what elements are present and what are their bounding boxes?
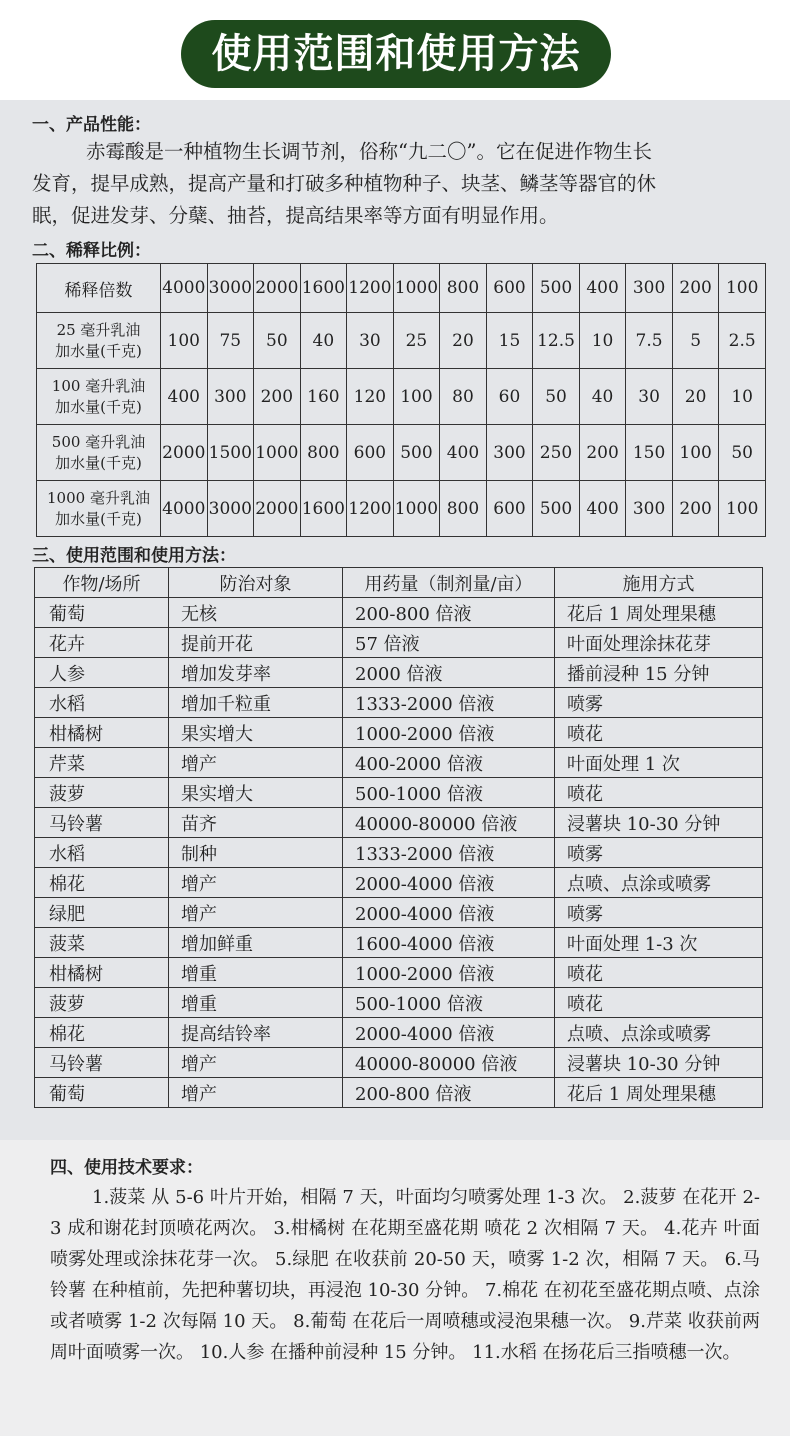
dilution-cell: 500 xyxy=(533,481,580,537)
dosage-cell: 200-800 倍液 xyxy=(343,1078,555,1108)
dilution-cell: 12.5 xyxy=(533,313,580,369)
section1-line-3: 眠，促进发芽、分蘖、抽苔，提高结果率等方面有明显作用。 xyxy=(32,204,559,227)
dilution-cell: 250 xyxy=(533,425,580,481)
dilution-cell: 10 xyxy=(579,313,626,369)
row-label-water: 加水量(千克) xyxy=(55,341,142,360)
target-cell: 增产 xyxy=(169,898,343,928)
dilution-multiple: 1000 xyxy=(393,264,440,313)
section4-text: 1.菠菜 从 5-6 叶片开始，相隔 7 天，叶面均匀喷雾处理 1-3 次。 2.菠萝 在花开 2-3 成和谢花封顶喷花两次。 3.柑橘树 在花期至盛花期 喷花 2 次相隔 7 天。 4.花卉 叶面喷雾处理或涂抹花芽一次。 5.绿肥 在收获前 20-50 天，喷雾 1-2 次，相隔 7 天。 6.马铃薯 在种植前，先把种薯切块，再浸泡 10-30 分钟。 7.棉花 在初花至盛花期点喷、点涂或者喷雾 1-2 次每隔 10 天。 8.葡萄 在花后一周喷穗或浸泡果穗一次。 9.芹菜 收获前两周叶面喷雾一次。 10.人参 在播种前浸种 15 分钟。 11.水稻 在扬花后三指喷穗一次。 xyxy=(50,1187,760,1363)
dosage-cell: 1000-2000 倍液 xyxy=(343,718,555,748)
crop-cell: 柑橘树 xyxy=(35,718,169,748)
usage-header-row xyxy=(35,568,763,598)
dilution-multiple: 4000 xyxy=(161,264,208,313)
dilution-cell: 2000 xyxy=(161,425,208,481)
dilution-cell: 400 xyxy=(161,369,208,425)
section3-heading: 三、使用范围和使用方法： xyxy=(32,546,236,566)
target-cell: 增产 xyxy=(169,1048,343,1078)
target-cell: 果实增大 xyxy=(169,778,343,808)
dosage-cell: 2000 倍液 xyxy=(343,658,555,688)
method-cell: 喷花 xyxy=(555,778,763,808)
dosage-cell: 500-1000 倍液 xyxy=(343,988,555,1018)
method-cell: 喷花 xyxy=(555,718,763,748)
section4-heading: 四、使用技术要求： xyxy=(50,1158,203,1178)
target-cell: 增重 xyxy=(169,988,343,1018)
dilution-cell: 1600 xyxy=(300,481,347,537)
dilution-cell: 400 xyxy=(579,481,626,537)
dilution-multiple: 800 xyxy=(440,264,487,313)
dilution-cell: 20 xyxy=(440,313,487,369)
dilution-cell: 1200 xyxy=(347,481,394,537)
usage-row xyxy=(35,808,763,838)
crop-cell: 棉花 xyxy=(35,868,169,898)
dosage-cell: 2000-4000 倍液 xyxy=(343,898,555,928)
dilution-cell: 800 xyxy=(440,481,487,537)
dilution-cell: 100 xyxy=(719,481,766,537)
crop-cell: 水稻 xyxy=(35,838,169,868)
row-label-volume: 500 毫升乳油 xyxy=(51,432,146,451)
dosage-cell: 200-800 倍液 xyxy=(343,598,555,628)
dilution-multiple: 200 xyxy=(672,264,719,313)
dilution-row xyxy=(37,481,766,537)
crop-cell: 人参 xyxy=(35,658,169,688)
dilution-cell: 1000 xyxy=(254,425,301,481)
dilution-cell: 5 xyxy=(672,313,719,369)
method-cell: 点喷、点涂或喷雾 xyxy=(555,868,763,898)
method-cell: 浸薯块 10-30 分钟 xyxy=(555,808,763,838)
target-cell: 增加发芽率 xyxy=(169,658,343,688)
dilution-multiple: 3000 xyxy=(207,264,254,313)
dilution-cell: 3000 xyxy=(207,481,254,537)
dilution-cell: 25 xyxy=(393,313,440,369)
dosage-cell: 500-1000 倍液 xyxy=(343,778,555,808)
row-label-volume: 1000 毫升乳油 xyxy=(47,488,150,507)
method-cell: 花后 1 周处理果穗 xyxy=(555,1078,763,1108)
column-header-crop: 作物/场所 xyxy=(35,568,169,598)
dilution-cell: 75 xyxy=(207,313,254,369)
method-cell: 浸薯块 10-30 分钟 xyxy=(555,1048,763,1078)
method-cell: 喷雾 xyxy=(555,688,763,718)
crop-cell: 柑橘树 xyxy=(35,958,169,988)
dilution-row-label xyxy=(37,313,161,369)
banner-area xyxy=(0,0,790,100)
method-cell: 播前浸种 15 分钟 xyxy=(555,658,763,688)
row-label-water: 加水量(千克) xyxy=(55,453,142,472)
dilution-multiple: 1600 xyxy=(300,264,347,313)
target-cell: 增产 xyxy=(169,868,343,898)
section1-line-2: 发育，提早成熟，提高产量和打破多种植物种子、块茎、鳞茎等器官的休 xyxy=(32,172,657,195)
crop-cell: 菠萝 xyxy=(35,988,169,1018)
dilution-table xyxy=(36,263,766,537)
dilution-cell: 800 xyxy=(300,425,347,481)
crop-cell: 菠菜 xyxy=(35,928,169,958)
usage-row xyxy=(35,658,763,688)
dosage-cell: 1333-2000 倍液 xyxy=(343,838,555,868)
dilution-header-row xyxy=(37,264,766,313)
dilution-cell: 300 xyxy=(626,481,673,537)
usage-row xyxy=(35,778,763,808)
dilution-cell: 7.5 xyxy=(626,313,673,369)
target-cell: 增重 xyxy=(169,958,343,988)
dilution-cell: 1000 xyxy=(393,481,440,537)
method-cell: 点喷、点涂或喷雾 xyxy=(555,1018,763,1048)
target-cell: 增产 xyxy=(169,1078,343,1108)
dilution-cell: 60 xyxy=(486,369,533,425)
dilution-row xyxy=(37,369,766,425)
dilution-cell: 200 xyxy=(579,425,626,481)
dilution-cell: 100 xyxy=(161,313,208,369)
method-cell: 喷花 xyxy=(555,958,763,988)
dilution-cell: 300 xyxy=(207,369,254,425)
dilution-row-label xyxy=(37,481,161,537)
target-cell: 增加千粒重 xyxy=(169,688,343,718)
dosage-cell: 400-2000 倍液 xyxy=(343,748,555,778)
dosage-cell: 1333-2000 倍液 xyxy=(343,688,555,718)
method-cell: 喷花 xyxy=(555,988,763,1018)
method-cell: 叶面处理 1 次 xyxy=(555,748,763,778)
dilution-multiple: 400 xyxy=(579,264,626,313)
dilution-cell: 200 xyxy=(672,481,719,537)
dilution-cell: 50 xyxy=(254,313,301,369)
row-label-volume: 25 毫升乳油 xyxy=(56,320,141,339)
dosage-cell: 57 倍液 xyxy=(343,628,555,658)
target-cell: 增产 xyxy=(169,748,343,778)
usage-row xyxy=(35,928,763,958)
row-label-water: 加水量(千克) xyxy=(55,509,142,528)
usage-row xyxy=(35,988,763,1018)
crop-cell: 绿肥 xyxy=(35,898,169,928)
usage-row xyxy=(35,628,763,658)
crop-cell: 葡萄 xyxy=(35,598,169,628)
section1-heading: 一、产品性能： xyxy=(32,115,151,135)
dilution-cell: 400 xyxy=(440,425,487,481)
crop-cell: 马铃薯 xyxy=(35,1048,169,1078)
crop-cell: 马铃薯 xyxy=(35,808,169,838)
dilution-cell: 80 xyxy=(440,369,487,425)
dosage-cell: 40000-80000 倍液 xyxy=(343,808,555,838)
crop-cell: 花卉 xyxy=(35,628,169,658)
dilution-cell: 40 xyxy=(300,313,347,369)
usage-row xyxy=(35,868,763,898)
dilution-cell: 50 xyxy=(533,369,580,425)
dilution-cell: 40 xyxy=(579,369,626,425)
dilution-multiple: 500 xyxy=(533,264,580,313)
row-label-water: 加水量(千克) xyxy=(55,397,142,416)
dilution-cell: 1500 xyxy=(207,425,254,481)
dilution-cell: 100 xyxy=(393,369,440,425)
dilution-cell: 100 xyxy=(672,425,719,481)
dilution-cell: 500 xyxy=(393,425,440,481)
target-cell: 提前开花 xyxy=(169,628,343,658)
usage-row xyxy=(35,1078,763,1108)
usage-row xyxy=(35,898,763,928)
usage-row xyxy=(35,1048,763,1078)
dilution-cell: 300 xyxy=(486,425,533,481)
section1-line-1: 赤霉酸是一种植物生长调节剂，俗称“九二〇”。它在促进作物生长 xyxy=(86,140,652,163)
dilution-multiple: 2000 xyxy=(254,264,301,313)
usage-row xyxy=(35,718,763,748)
column-header-target: 防治对象 xyxy=(169,568,343,598)
dilution-row-label xyxy=(37,369,161,425)
column-header-dosage: 用药量（制剂量/亩） xyxy=(343,568,555,598)
banner-title: 使用范围和使用方法 xyxy=(181,20,611,88)
dilution-cell: 600 xyxy=(347,425,394,481)
dilution-cell: 200 xyxy=(254,369,301,425)
dilution-cell: 10 xyxy=(719,369,766,425)
dosage-cell: 2000-4000 倍液 xyxy=(343,1018,555,1048)
dilution-multiple: 600 xyxy=(486,264,533,313)
dosage-cell: 1600-4000 倍液 xyxy=(343,928,555,958)
dilution-cell: 600 xyxy=(486,481,533,537)
dilution-cell: 50 xyxy=(719,425,766,481)
method-cell: 喷雾 xyxy=(555,898,763,928)
row-label-volume: 100 毫升乳油 xyxy=(51,376,146,395)
dilution-row xyxy=(37,313,766,369)
dilution-cell: 30 xyxy=(626,369,673,425)
target-cell: 果实增大 xyxy=(169,718,343,748)
dilution-multiple: 1200 xyxy=(347,264,394,313)
usage-row xyxy=(35,748,763,778)
dilution-multiple: 100 xyxy=(719,264,766,313)
dilution-cell: 30 xyxy=(347,313,394,369)
dosage-cell: 1000-2000 倍液 xyxy=(343,958,555,988)
dilution-header-label: 稀释倍数 xyxy=(37,264,161,313)
dosage-cell: 2000-4000 倍液 xyxy=(343,868,555,898)
crop-cell: 菠萝 xyxy=(35,778,169,808)
dilution-row-label xyxy=(37,425,161,481)
method-cell: 花后 1 周处理果穗 xyxy=(555,598,763,628)
dilution-cell: 2000 xyxy=(254,481,301,537)
usage-row xyxy=(35,958,763,988)
crop-cell: 水稻 xyxy=(35,688,169,718)
usage-row xyxy=(35,1018,763,1048)
usage-row xyxy=(35,598,763,628)
dilution-cell: 120 xyxy=(347,369,394,425)
dilution-cell: 4000 xyxy=(161,481,208,537)
crop-cell: 棉花 xyxy=(35,1018,169,1048)
usage-table xyxy=(34,567,763,1108)
crop-cell: 芹菜 xyxy=(35,748,169,778)
target-cell: 无核 xyxy=(169,598,343,628)
method-cell: 叶面处理涂抹花芽 xyxy=(555,628,763,658)
usage-row xyxy=(35,688,763,718)
target-cell: 苗齐 xyxy=(169,808,343,838)
dilution-cell: 20 xyxy=(672,369,719,425)
dilution-cell: 160 xyxy=(300,369,347,425)
target-cell: 提高结铃率 xyxy=(169,1018,343,1048)
section2-heading: 二、稀释比例： xyxy=(32,241,151,261)
crop-cell: 葡萄 xyxy=(35,1078,169,1108)
dilution-cell: 150 xyxy=(626,425,673,481)
dilution-row xyxy=(37,425,766,481)
dilution-cell: 2.5 xyxy=(719,313,766,369)
method-cell: 叶面处理 1-3 次 xyxy=(555,928,763,958)
dilution-cell: 15 xyxy=(486,313,533,369)
dilution-multiple: 300 xyxy=(626,264,673,313)
target-cell: 增加鲜重 xyxy=(169,928,343,958)
target-cell: 制种 xyxy=(169,838,343,868)
method-cell: 喷雾 xyxy=(555,838,763,868)
usage-row xyxy=(35,838,763,868)
dosage-cell: 40000-80000 倍液 xyxy=(343,1048,555,1078)
column-header-method: 施用方式 xyxy=(555,568,763,598)
